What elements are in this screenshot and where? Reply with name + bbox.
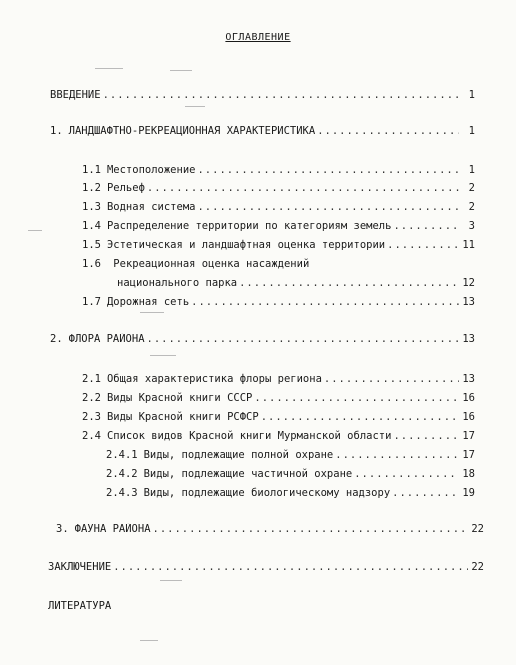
- toc-entry-text: национального парка: [117, 277, 238, 289]
- toc-entry-text: Список видов Красной книги Мурманской области: [106, 430, 392, 442]
- toc-entry-1-4[interactable]: [82, 220, 475, 234]
- toc-entry-text: Распределение территории по категориям земель: [106, 220, 392, 232]
- toc-entry-section-1[interactable]: [50, 125, 475, 139]
- toc-leader: [393, 430, 459, 442]
- toc-entry-text: Общая характеристика флоры региона: [106, 373, 322, 385]
- toc-entry-text: ФАУНА РАЙОНА: [74, 523, 151, 535]
- toc-leader: [197, 201, 459, 213]
- toc-entry-2-4-3[interactable]: [106, 487, 475, 501]
- toc-entry-number: 2.4.2: [106, 468, 138, 480]
- toc-entry-2-4-1[interactable]: [106, 449, 475, 463]
- toc-entry-page: 1: [468, 125, 475, 137]
- toc-entry-text: Виды, подлежащие биологическому надзору: [143, 487, 391, 499]
- toc-leader: [147, 182, 459, 194]
- toc-entry-1-6-continued[interactable]: [111, 277, 475, 291]
- toc-leader: [387, 239, 459, 251]
- toc-leader: [147, 333, 459, 345]
- toc-entry-page: 1: [468, 164, 475, 176]
- toc-leader: [191, 296, 459, 308]
- toc-leader: [197, 164, 459, 176]
- toc-entry-1-1[interactable]: [82, 164, 475, 178]
- toc-leader: [324, 373, 459, 385]
- scan-mark: [150, 355, 176, 356]
- toc-entry-text: Виды Красной книги СССР: [106, 392, 253, 404]
- toc-entry-text: ЗАКЛЮЧЕНИЕ: [48, 561, 112, 573]
- toc-leader: [354, 468, 459, 480]
- toc-entry-references[interactable]: [48, 600, 111, 612]
- toc-entry-2-2[interactable]: [82, 392, 475, 406]
- scan-mark: [185, 106, 205, 107]
- toc-entry-number: 2.1: [82, 373, 101, 385]
- toc-entry-2-1[interactable]: [82, 373, 475, 387]
- toc-entry-1-3[interactable]: [82, 201, 475, 215]
- toc-entry-number: 2.2: [82, 392, 101, 404]
- toc-entry-page: 17: [462, 449, 475, 461]
- toc-entry-text: Эстетическая и ландшафтная оценка территории: [106, 239, 386, 251]
- page-title: ОГЛАВЛЕНИЕ: [225, 32, 291, 43]
- toc-entry-page: 16: [462, 411, 475, 423]
- toc-entry-1-7[interactable]: [82, 296, 475, 310]
- toc-leader: [239, 277, 459, 289]
- toc-entry-page: 12: [462, 277, 475, 289]
- toc-entry-number: 1.6: [82, 258, 101, 270]
- toc-entry-page: 13: [462, 296, 475, 308]
- toc-leader: [261, 411, 459, 423]
- toc-entry-section-3[interactable]: [56, 523, 484, 537]
- toc-entry-page: 17: [462, 430, 475, 442]
- toc-entry-page: 2: [468, 182, 475, 194]
- toc-entry-text: ЛИТЕРАТУРА: [48, 600, 112, 612]
- toc-entry-conclusion[interactable]: [48, 561, 484, 575]
- toc-leader: [113, 561, 468, 573]
- toc-entry-page: 13: [462, 333, 475, 345]
- toc-entry-number: 3.: [56, 523, 69, 535]
- toc-entry-2-4[interactable]: [82, 430, 475, 444]
- toc-leader: [335, 449, 459, 461]
- toc-entry-page: 11: [462, 239, 475, 251]
- scan-mark: [140, 312, 164, 313]
- toc-entry-page: 2: [468, 201, 475, 213]
- toc-entry-page: 19: [462, 487, 475, 499]
- toc-entry-text: ЛАНДШАФТНО-РЕКРЕАЦИОННАЯ ХАРАКТЕРИСТИКА: [68, 125, 316, 137]
- toc-entry-text: Местоположение: [106, 164, 196, 176]
- toc-leader: [103, 89, 459, 101]
- scan-mark: [28, 230, 42, 231]
- toc-entry-page: 18: [462, 468, 475, 480]
- toc-entry-introduction[interactable]: [50, 89, 475, 103]
- scan-mark: [160, 580, 182, 581]
- toc-entry-text: ФЛОРА РАЙОНА: [68, 333, 145, 345]
- toc-entry-text: Виды, подлежащие полной охране: [143, 449, 334, 461]
- toc-entry-page: 13: [462, 373, 475, 385]
- toc-entry-text: Виды, подлежащие частичной охране: [143, 468, 353, 480]
- toc-entry-number: 2.4.1: [106, 449, 138, 461]
- toc-entry-number: 1.5: [82, 239, 101, 251]
- scan-mark: [170, 70, 192, 71]
- toc-entry-number: 1.: [50, 125, 63, 137]
- toc-entry-1-5[interactable]: [82, 239, 475, 253]
- toc-leader: [254, 392, 459, 404]
- scan-mark: [140, 640, 158, 641]
- toc-entry-number: 1.3: [82, 201, 101, 213]
- toc-entry-page: 3: [468, 220, 475, 232]
- toc-leader: [153, 523, 468, 535]
- toc-leader: [317, 125, 459, 137]
- toc-entry-page: 16: [462, 392, 475, 404]
- toc-entry-number: 2.4.3: [106, 487, 138, 499]
- toc-entry-number: 2.4: [82, 430, 101, 442]
- toc-entry-page: 1: [468, 89, 475, 101]
- toc-entry-text: Рельеф: [106, 182, 145, 194]
- toc-entry-number: 1.1: [82, 164, 101, 176]
- toc-entry-text: Виды Красной книги РСФСР: [106, 411, 259, 423]
- toc-entry-1-2[interactable]: [82, 182, 475, 196]
- toc-entry-1-6[interactable]: [82, 258, 309, 270]
- toc-entry-text: Водная система: [106, 201, 196, 213]
- toc-entry-text: ВВЕДЕНИЕ: [50, 89, 101, 101]
- toc-entry-text: Рекреационная оценка насаждений: [113, 258, 310, 270]
- toc-entry-text: Дорожная сеть: [106, 296, 190, 308]
- toc-entry-number: 1.7: [82, 296, 101, 308]
- toc-entry-2-4-2[interactable]: [106, 468, 475, 482]
- toc-entry-section-2[interactable]: [50, 333, 475, 347]
- toc-leader: [392, 487, 459, 499]
- toc-entry-page: 22: [471, 561, 484, 573]
- toc-entry-number: 1.2: [82, 182, 101, 194]
- toc-entry-number: 2.: [50, 333, 63, 345]
- toc-entry-2-3[interactable]: [82, 411, 475, 425]
- toc-entry-number: 1.4: [82, 220, 101, 232]
- scan-mark: [95, 68, 123, 69]
- toc-entry-page: 22: [471, 523, 484, 535]
- toc-entry-number: 2.3: [82, 411, 101, 423]
- toc-leader: [393, 220, 459, 232]
